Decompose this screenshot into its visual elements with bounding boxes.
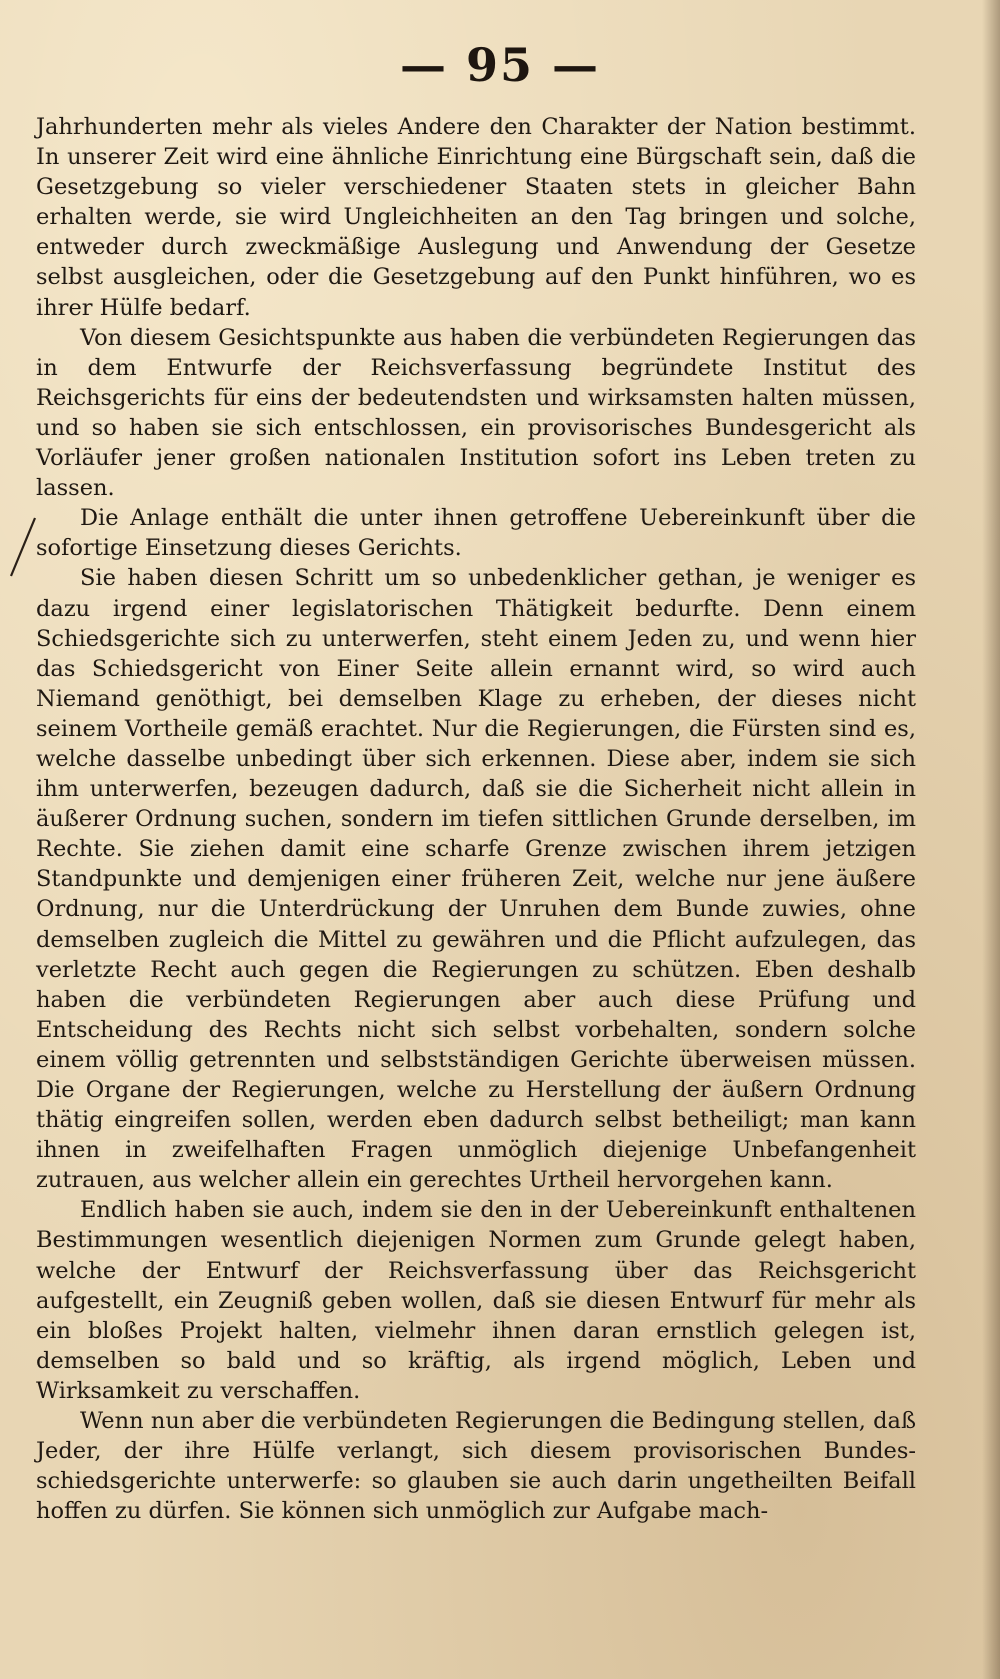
paragraph-1: Jahrhunderten mehr als vieles Andere den Charakter der Nation bestimmt. In unserer Zeit wird eine ähnliche Einrichtung eine Bürgschaft sein, daß die Gesetzgebung so vieler verschiedener Staaten stets in gleicher Bahn erhalten werde, sie wird Ungleichheiten an den Tag bringen und solche, entweder durch zweckmäßige Auslegung und Anwendung der Gesetze selbst ausgleichen, oder die Gesetzgebung auf den Punkt hinführen, wo es ihrer Hülfe bedarf. — [36, 114, 916, 321]
paragraph-3: Die Anlage enthält die unter ihnen getroffene Uebereinkunft über die sofortige Einsetzung dieses Gerichts. — [36, 505, 916, 562]
paragraph-2: Von diesem Gesichtspunkte aus haben die verbündeten Regierungen das in dem Entwurfe der Reichsverfassung begründete Institut des Reichsgerichts für eins der bedeutendsten und wirksamsten halten müssen, und so haben sie sich entschlossen, ein provisorisches Bundesgericht als Vorläufer jener großen nationalen Institution sofort ins Leben treten zu lassen. — [36, 324, 916, 502]
page-edge-shadow — [982, 0, 1000, 1679]
margin-pencil-mark — [8, 516, 38, 580]
paragraph-5: Endlich haben sie auch, indem sie den in der Uebereinkunft enthaltenen Bestimmungen wesentlich diejenigen Normen zum Grunde gelegt haben, welche der Entwurf der Reichsverfassung über das Reichsgericht aufgestellt, ein Zeugniß geben wollen, daß sie diesen Entwurf für mehr als ein bloßes Projekt halten, vielmehr ihnen daran ernstlich gelegen ist, demselben so bald und so kräftig, als irgend möglich, Leben und Wirksamkeit zu verschaffen. — [36, 1197, 916, 1404]
paragraph-4: Sie haben diesen Schritt um so unbedenklicher gethan, je weniger es dazu irgend einer legislatorischen Thätigkeit bedurfte. Denn einem Schiedsgerichte sich zu unterwerfen, steht einem Jeden zu, und wenn hier das Schiedsgericht von Einer Seite allein ernannt wird, so wird auch Niemand genöthigt, bei demselben Klage zu erheben, der dieses nicht seinem Vortheile gemäß erachtet. Nur die Regierungen, die Fürsten sind es, welche dasselbe unbedingt über sich erkennen. Diese aber, indem sie sich ihm unterwerfen, bezeugen dadurch, daß sie die Sicherheit nicht allein in äußerer Ordnung suchen, sondern im tiefen sittlichen Grunde derselben, im Rechte. Sie ziehen damit eine scharfe Grenze zwischen ihrem jetzigen Standpunkte und demjenigen einer früheren Zeit, welche nur jene äußere Ordnung, nur die Unterdrückung der Unruhen dem Bunde zuwies, ohne demselben zugleich die Mittel zu gewähren und die Pflicht aufzulegen, das verletzte Recht auch gegen die Regierungen zu schützen. Eben deshalb haben die verbündeten Regierungen aber auch diese Prüfung und Entscheidung des Rechts nicht sich selbst vorbehalten, sondern solche einem völlig getrennten und selbstständigen Gerichte überweisen müssen. Die Organe der Regierungen, welche zu Herstellung der äußern Ordnung thätig eingreifen sollen, werden eben dadurch selbst betheiligt; man kann ihnen in zweifelhaften Fragen unmöglich diejenige Unbefangenheit zutrauen, aus welcher allein ein gerechtes Urtheil hervorgehen kann. — [36, 565, 916, 1194]
paragraph-6: Wenn nun aber die verbündeten Regierungen die Bedingung stellen, daß Jeder, der ihre Hülfe verlangt, sich diesem provisorischen Bundesschiedsgerichte unterwerfe: so glauben sie auch darin ungetheilten Beifall hoffen zu dürfen. Sie können sich unmöglich zur Aufgabe mach- — [36, 1408, 916, 1525]
page-number: — 95 — — [399, 38, 601, 92]
body-text — [36, 112, 916, 1526]
page-footer — [0, 1589, 1000, 1679]
